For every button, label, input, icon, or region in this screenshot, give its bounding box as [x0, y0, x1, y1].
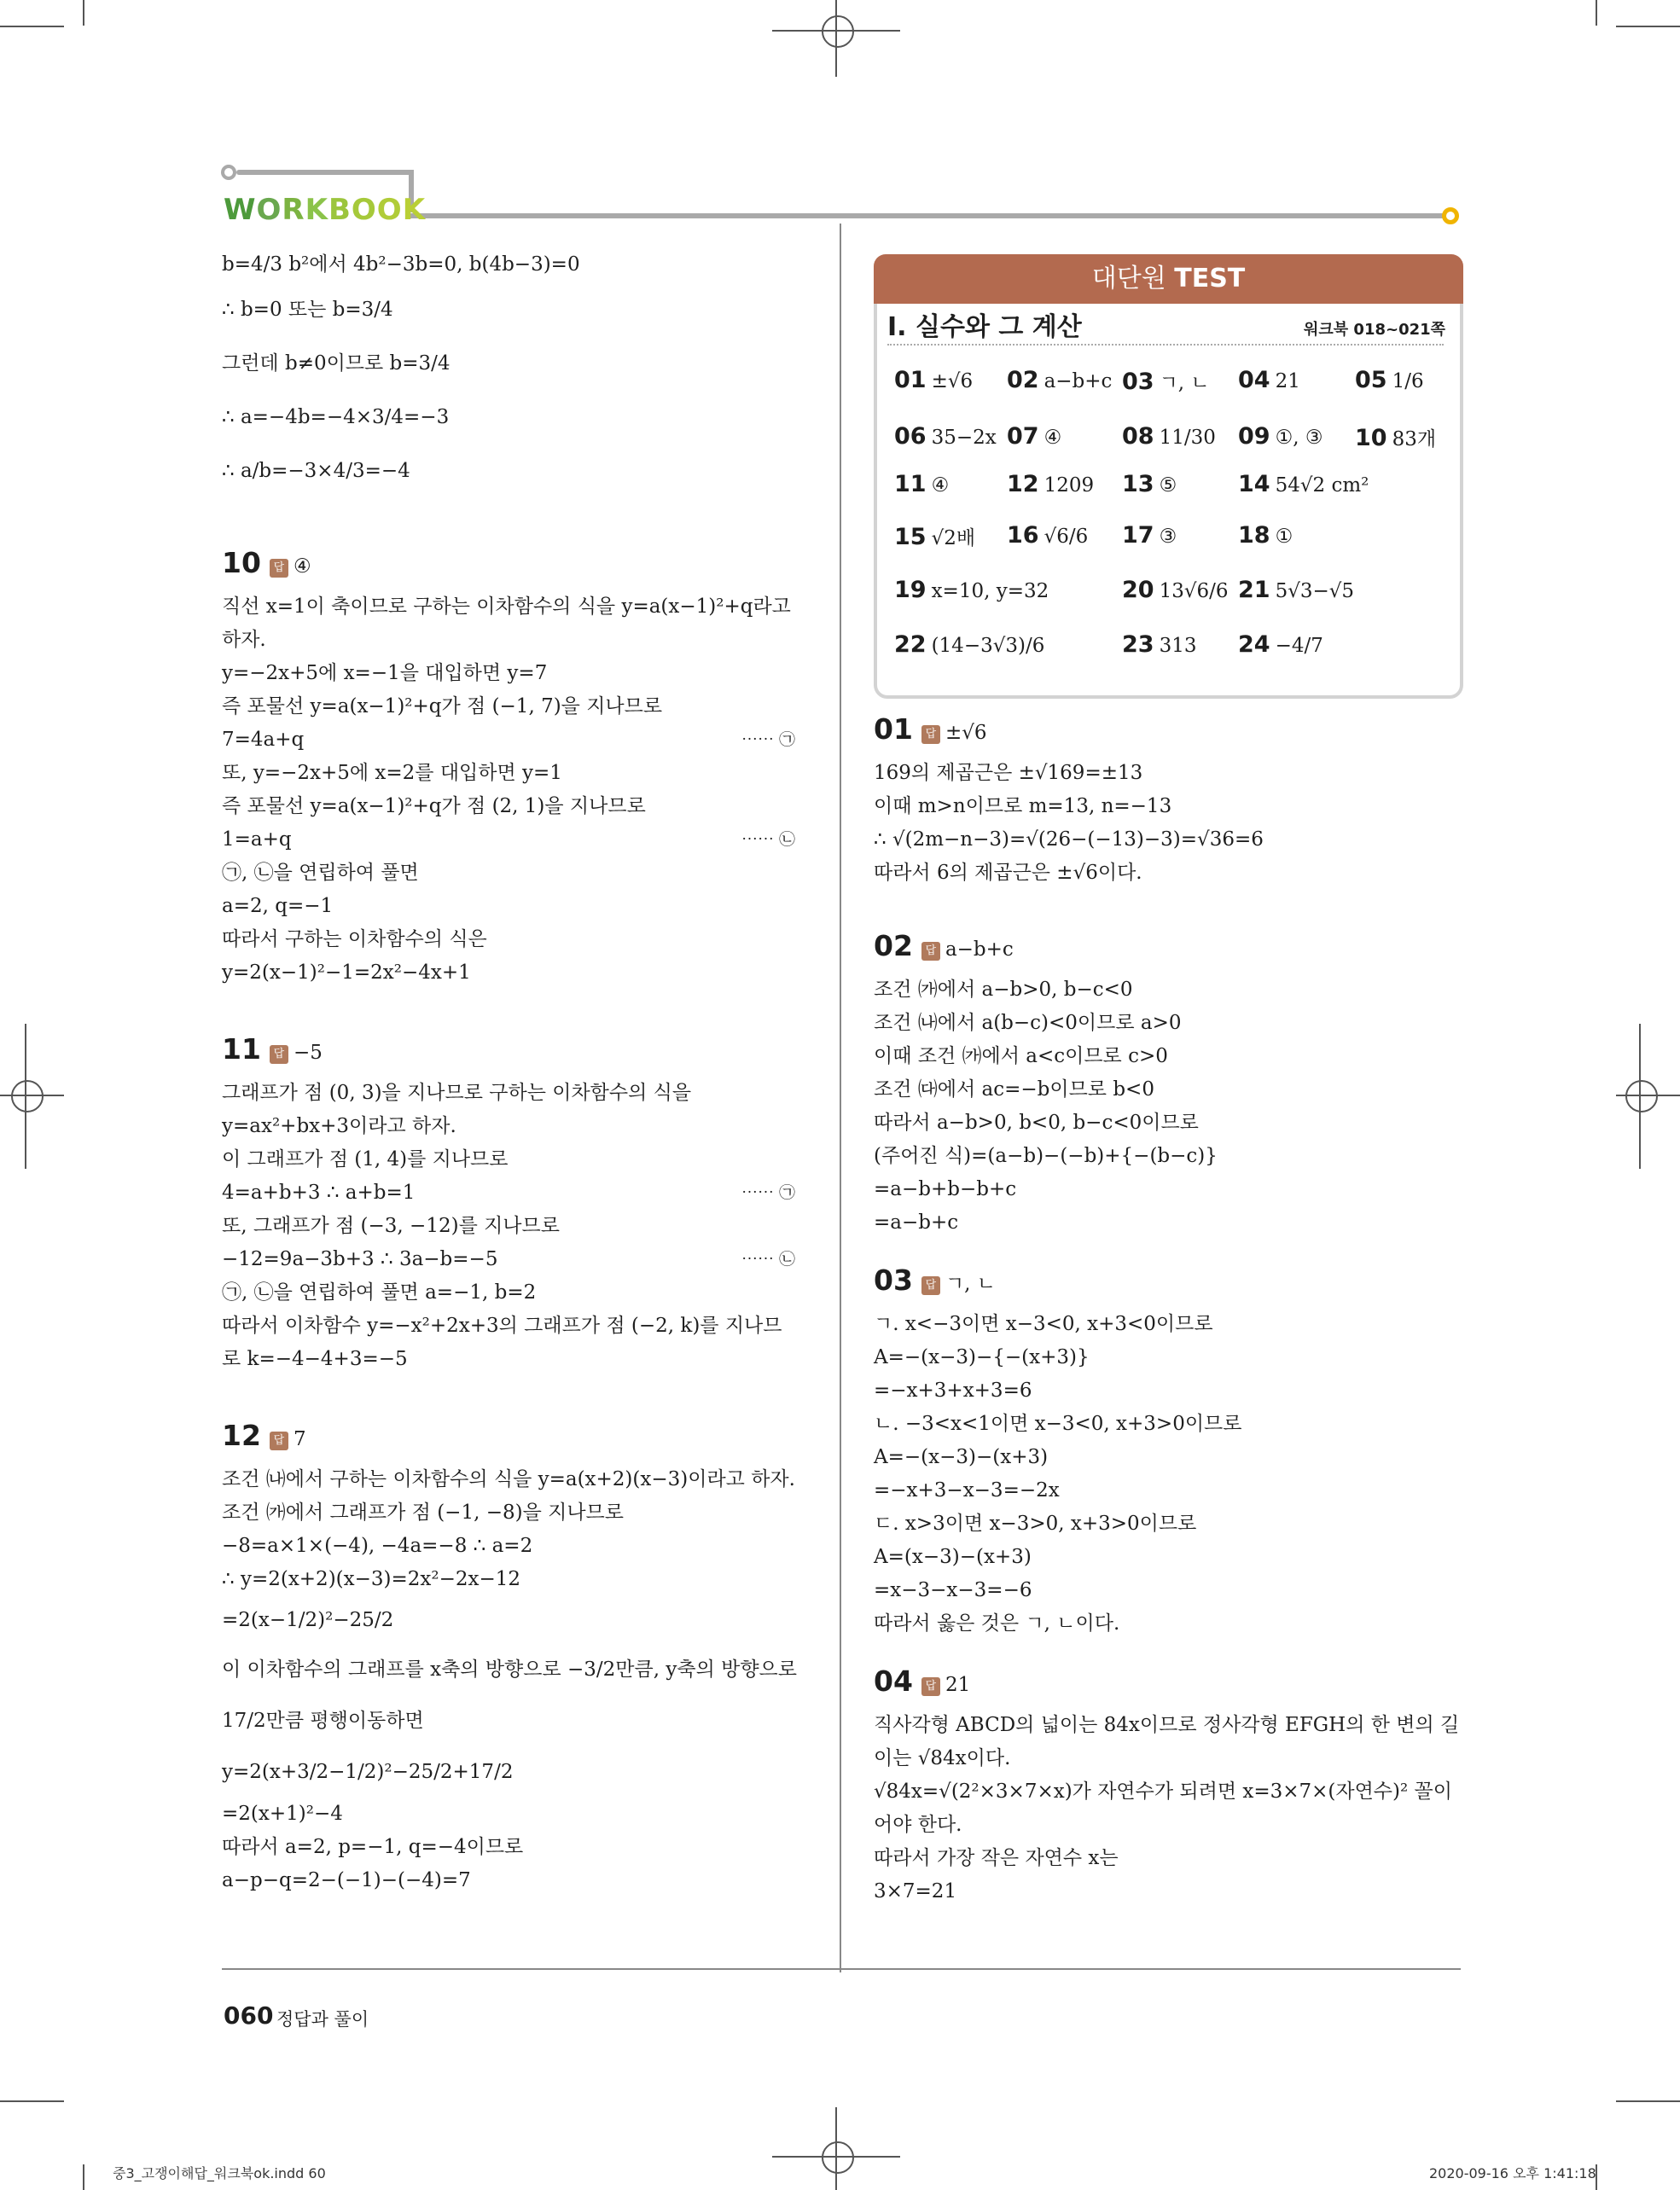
test-item-answer: ⑤ — [1159, 474, 1177, 497]
solution-line — [222, 823, 811, 857]
test-answer-item — [1238, 423, 1322, 450]
test-item-answer: ①, ③ — [1275, 427, 1323, 449]
solution-line: 어야 한다. — [874, 1814, 962, 1836]
problem-answer: ㄱ, ㄴ — [945, 1273, 996, 1295]
problem-answer: ④ — [293, 555, 311, 578]
solution-text: 7=4a+q — [222, 729, 305, 751]
test-item-answer: ① — [1275, 526, 1293, 548]
test-item-answer: x=10, y=32 — [931, 580, 1049, 602]
test-item-answer: 35−2x — [931, 427, 997, 449]
solution-line: ㄴ. −3<x<1이면 x−3<0, x+3>0이므로 — [874, 1413, 1242, 1435]
test-item-number: 08 — [1122, 423, 1154, 450]
solution-line — [222, 1243, 811, 1276]
crop-mark — [0, 2100, 64, 2102]
test-item-answer: ㄱ, ㄴ — [1159, 372, 1210, 394]
test-item-answer: 1209 — [1043, 474, 1095, 497]
test-item-answer: 11/30 — [1159, 427, 1216, 449]
problem-12-header — [222, 1419, 811, 1456]
solution-line: 직선 x=1이 축이므로 구하는 이차함수의 식을 y=a(x−1)²+q라고 — [222, 595, 791, 618]
test-answer-item — [1007, 471, 1094, 497]
test-item-answer: ④ — [931, 474, 950, 497]
solution-line: 따라서 a=2, p=−1, q=−4이므로 — [222, 1836, 524, 1858]
test-item-number: 18 — [1238, 522, 1270, 549]
test-item-answer: √2배 — [931, 527, 976, 549]
test-item-number: 22 — [894, 631, 927, 658]
problem-01-header — [874, 712, 1462, 750]
test-answer-item — [1355, 367, 1424, 393]
solution-line: 조건 ㈎에서 그래프가 점 (−1, −8)을 지나므로 — [222, 1502, 624, 1524]
solution-line: =a−b+b−b+c — [874, 1178, 1017, 1200]
test-item-number: 16 — [1007, 522, 1039, 549]
test-item-number: 07 — [1007, 423, 1039, 450]
workbook-ref: 워크북 018~021쪽 — [1304, 321, 1446, 339]
test-answer-item — [894, 631, 1044, 658]
problem-number: 10 — [222, 546, 261, 579]
column-divider — [840, 224, 841, 1972]
solution-line: ㄷ. x>3이면 x−3>0, x+3>0이므로 — [874, 1513, 1197, 1535]
problem-answer: 7 — [293, 1428, 306, 1450]
header-bar — [236, 170, 412, 175]
answer-icon: 답 — [270, 559, 288, 578]
solution-line: 직사각형 ABCD의 넓이는 84x이므로 정사각형 EFGH의 한 변의 길 — [874, 1714, 1460, 1736]
test-item-answer: ④ — [1043, 427, 1062, 449]
solution-line: 조건 ㈎에서 a−b>0, b−c<0 — [874, 979, 1133, 1001]
test-item-number: 10 — [1355, 425, 1387, 451]
solution-line: 따라서 가장 작은 자연수 x는 — [874, 1847, 1119, 1869]
solution-line: 3×7=21 — [874, 1880, 957, 1902]
test-answer-item — [1122, 577, 1229, 603]
problem-answer: 21 — [945, 1674, 971, 1696]
problem-10-header — [222, 546, 811, 584]
problem-answer: −5 — [293, 1042, 323, 1064]
divider — [887, 344, 1444, 346]
test-answer-item — [1238, 631, 1323, 658]
solution-line: ∴ a/b=−3×4/3=−4 — [222, 460, 410, 482]
answer-icon: 답 — [921, 1276, 940, 1295]
problem-number: 01 — [874, 712, 913, 746]
marker-1: ⋯⋯ ㉠ — [741, 730, 795, 749]
solution-line: 17/2만큼 평행이동하면 — [222, 1710, 424, 1732]
problem-number: 02 — [874, 929, 913, 962]
test-item-answer: 13√6/6 — [1159, 580, 1229, 602]
test-item-number: 09 — [1238, 423, 1270, 450]
solution-line: =x−3−x−3=−6 — [874, 1579, 1032, 1601]
test-item-answer: √6/6 — [1043, 526, 1089, 548]
left-column — [222, 246, 811, 1897]
test-item-number: 21 — [1238, 577, 1270, 603]
problem-04-header — [874, 1664, 1462, 1702]
solution-line: 또, 그래프가 점 (−3, −12)를 지나므로 — [222, 1215, 560, 1237]
test-item-answer: 83개 — [1392, 428, 1437, 450]
test-item-number: 24 — [1238, 631, 1270, 658]
test-item-number: 05 — [1355, 367, 1387, 393]
footer-label: 정답과 풀이 — [276, 2009, 369, 2030]
registration-mark-icon — [1625, 1080, 1658, 1112]
solution-line: 169의 제곱근은 ±√169=±13 — [874, 762, 1143, 784]
test-item-number: 14 — [1238, 471, 1270, 497]
solution-line — [222, 1176, 811, 1210]
crop-mark — [25, 1024, 26, 1169]
test-answer-item — [1238, 577, 1354, 603]
solution-line: 그런데 b≠0이므로 b=3/4 — [222, 352, 451, 375]
header-end-dot — [1442, 207, 1459, 224]
solution-line: 즉 포물선 y=a(x−1)²+q가 점 (2, 1)을 지나므로 — [222, 795, 646, 817]
solution-line: y=2(x−1)²−1=2x²−4x+1 — [222, 961, 471, 984]
test-answer-item — [1122, 471, 1177, 497]
problem-11-header — [222, 1032, 811, 1070]
crop-mark — [1616, 26, 1680, 27]
solution-line: y=2(x+3/2−1/2)²−25/2+17/2 — [222, 1761, 514, 1783]
test-item-answer: (14−3√3)/6 — [931, 635, 1045, 657]
test-item-answer: 1/6 — [1392, 370, 1424, 392]
problem-answer: a−b+c — [945, 938, 1014, 961]
test-answer-item — [894, 423, 997, 450]
test-item-number: 11 — [894, 471, 927, 497]
test-answer-item — [894, 367, 973, 393]
right-column — [874, 712, 1462, 1908]
solution-line: 따라서 옳은 것은 ㄱ, ㄴ이다. — [874, 1612, 1120, 1635]
test-item-answer: 5√3−√5 — [1275, 580, 1355, 602]
solution-line — [222, 723, 811, 757]
problem-03-header — [874, 1263, 1462, 1301]
test-item-answer: a−b+c — [1043, 370, 1113, 392]
crop-mark — [1639, 1024, 1641, 1169]
solution-line: 이때 m>n이므로 m=13, n=−13 — [874, 795, 1172, 817]
test-item-answer: 54√2 cm² — [1275, 474, 1369, 497]
header-bar — [409, 213, 1444, 218]
crop-mark — [83, 2164, 84, 2190]
solution-line: 조건 ㈏에서 구하는 이차함수의 식을 y=a(x+2)(x−3)이라고 하자. — [222, 1468, 795, 1490]
header-start-dot — [221, 165, 236, 180]
solution-line: y=ax²+bx+3이라고 하자. — [222, 1115, 456, 1137]
test-answer-item — [1122, 423, 1216, 450]
solution-line: =2(x+1)²−4 — [222, 1803, 343, 1825]
registration-mark-icon — [822, 15, 854, 48]
solution-line: 하자. — [222, 629, 266, 651]
test-item-number: 01 — [894, 367, 927, 393]
test-answer-item — [1007, 423, 1061, 450]
crop-mark — [835, 0, 837, 77]
solution-line: 이는 √84x이다. — [874, 1747, 1011, 1769]
solution-text: 1=a+q — [222, 828, 292, 851]
solution-line: A=(x−3)−(x+3) — [874, 1546, 1032, 1568]
problem-answer: ±√6 — [945, 722, 987, 744]
crop-mark — [0, 26, 64, 27]
test-answer-item — [1238, 522, 1293, 549]
crop-mark — [1616, 1095, 1680, 1096]
test-item-answer: 313 — [1159, 635, 1197, 657]
test-item-number: 03 — [1122, 369, 1154, 395]
solution-line: −8=a×1×(−4), −4a=−8 ∴ a=2 — [222, 1535, 533, 1557]
test-item-answer: ±√6 — [931, 370, 974, 392]
problem-number: 03 — [874, 1263, 913, 1297]
solution-line: A=−(x−3)−{−(x+3)} — [874, 1346, 1090, 1368]
problem-number: 11 — [222, 1032, 261, 1066]
solution-line: 따라서 a−b>0, b<0, b−c<0이므로 — [874, 1112, 1199, 1134]
solution-line: 이 이차함수의 그래프를 x축의 방향으로 −3/2만큼, y축의 방향으로 — [222, 1658, 797, 1681]
marker-1: ⋯⋯ ㉠ — [741, 1183, 795, 1202]
registration-mark-icon — [822, 2141, 854, 2174]
solution-line: =a−b+c — [874, 1211, 959, 1234]
solution-line: ∴ b=0 또는 b=3/4 — [222, 299, 393, 321]
solution-line: (주어진 식)=(a−b)−(−b)+{−(b−c)} — [874, 1145, 1218, 1167]
answer-icon: 답 — [270, 1045, 288, 1064]
solution-line: 이때 조건 ㈎에서 a<c이므로 c>0 — [874, 1045, 1168, 1067]
solution-line: 따라서 구하는 이차함수의 식은 — [222, 928, 487, 950]
solution-line: A=−(x−3)−(x+3) — [874, 1446, 1049, 1468]
test-answer-item — [1122, 367, 1210, 395]
test-item-number: 13 — [1122, 471, 1154, 497]
answer-icon: 답 — [921, 1677, 940, 1696]
registration-mark-icon — [11, 1080, 44, 1112]
solution-line: 또, y=−2x+5에 x=2를 대입하면 y=1 — [222, 762, 562, 784]
solution-line: ㉠, ㉡을 연립하여 풀면 — [222, 862, 419, 884]
test-answer-item — [1238, 367, 1300, 393]
test-item-number: 04 — [1238, 367, 1270, 393]
test-item-number: 06 — [894, 423, 927, 450]
test-answer-item — [1238, 471, 1369, 497]
solution-line: ∴ a=−4b=−4×3/4=−3 — [222, 406, 450, 428]
section-title: Ⅰ. 실수와 그 계산 — [887, 312, 1082, 342]
solution-line: a=2, q=−1 — [222, 895, 334, 917]
test-answer-item — [894, 522, 975, 550]
test-answer-item — [1122, 522, 1177, 549]
test-answer-item — [894, 577, 1049, 603]
crop-mark — [0, 1095, 64, 1096]
solution-line: 따라서 이차함수 y=−x²+2x+3의 그래프가 점 (−2, k)를 지나므 — [222, 1315, 782, 1337]
solution-line: 따라서 6의 제곱근은 ±√6이다. — [874, 862, 1142, 884]
test-answer-item — [1355, 423, 1436, 451]
problem-number: 04 — [874, 1664, 913, 1698]
test-item-number: 20 — [1122, 577, 1154, 603]
answer-icon: 답 — [921, 725, 940, 744]
solution-line: 이 그래프가 점 (1, 4)를 지나므로 — [222, 1148, 509, 1171]
solution-line: y=−2x+5에 x=−1을 대입하면 y=7 — [222, 662, 548, 684]
footer-rule — [222, 1968, 1461, 1970]
marker-2: ⋯⋯ ㉡ — [741, 1250, 795, 1269]
page-number: 060 — [224, 2001, 274, 2030]
test-item-answer: 21 — [1275, 370, 1300, 392]
crop-mark — [835, 2107, 837, 2190]
crop-mark — [83, 0, 84, 26]
answer-icon: 답 — [921, 942, 940, 961]
solution-line: ∴ √(2m−n−3)=√(26−(−13)−3)=√36=6 — [874, 828, 1264, 851]
solution-line: 로 k=−4−4+3=−5 — [222, 1348, 408, 1370]
test-item-number: 02 — [1007, 367, 1039, 393]
test-item-number: 17 — [1122, 522, 1154, 549]
test-answer-item — [894, 471, 949, 497]
crop-mark — [1596, 0, 1597, 26]
workbook-title: WORKBOOK — [224, 193, 427, 227]
test-item-number: 23 — [1122, 631, 1154, 658]
solution-text: −12=9a−3b+3 ∴ 3a−b=−5 — [222, 1248, 498, 1270]
test-answer-item — [1007, 367, 1112, 393]
solution-line: ∴ y=2(x+2)(x−3)=2x²−2x−12 — [222, 1568, 520, 1590]
test-item-number: 19 — [894, 577, 927, 603]
solution-line: b=4/3 b²에서 4b²−3b=0, b(4b−3)=0 — [222, 253, 580, 276]
test-item-answer: ③ — [1159, 526, 1177, 548]
solution-line: 조건 ㈐에서 ac=−b이므로 b<0 — [874, 1078, 1154, 1101]
slug-date: 2020-09-16 오후 1:41:18 — [1429, 2165, 1596, 2181]
solution-line: =2(x−1/2)²−25/2 — [222, 1609, 394, 1631]
solution-line: ㄱ. x<−3이면 x−3<0, x+3<0이므로 — [874, 1313, 1213, 1335]
solution-line: 조건 ㈏에서 a(b−c)<0이므로 a>0 — [874, 1012, 1182, 1034]
solution-line: √84x=√(2²×3×7×x)가 자연수가 되려면 x=3×7×(자연수)² 꼴이 — [874, 1780, 1452, 1803]
problem-number: 12 — [222, 1419, 261, 1452]
solution-text: 4=a+b+3 ∴ a+b=1 — [222, 1182, 416, 1204]
solution-line: =−x+3−x−3=−2x — [874, 1479, 1060, 1502]
solution-line: 즉 포물선 y=a(x−1)²+q가 점 (−1, 7)을 지나므로 — [222, 695, 663, 717]
crop-mark — [1616, 2100, 1680, 2102]
solution-line: =−x+3+x+3=6 — [874, 1380, 1032, 1402]
test-item-answer: −4/7 — [1275, 635, 1323, 657]
slug-file: 중3_고쟁이해답_워크북ok.indd 60 — [113, 2165, 326, 2181]
marker-2: ⋯⋯ ㉡ — [741, 830, 795, 849]
test-item-number: 15 — [894, 524, 927, 550]
test-answer-item — [1007, 522, 1088, 549]
test-item-number: 12 — [1007, 471, 1039, 497]
solution-line: 그래프가 점 (0, 3)을 지나므로 구하는 이차함수의 식을 — [222, 1082, 692, 1104]
solution-line: ㉠, ㉡을 연립하여 풀면 a=−1, b=2 — [222, 1281, 537, 1304]
solution-line: a−p−q=2−(−1)−(−4)=7 — [222, 1869, 471, 1891]
problem-02-header — [874, 929, 1462, 967]
test-header: 대단원 TEST — [874, 254, 1463, 304]
answer-icon: 답 — [270, 1432, 288, 1450]
test-answer-item — [1122, 631, 1196, 658]
